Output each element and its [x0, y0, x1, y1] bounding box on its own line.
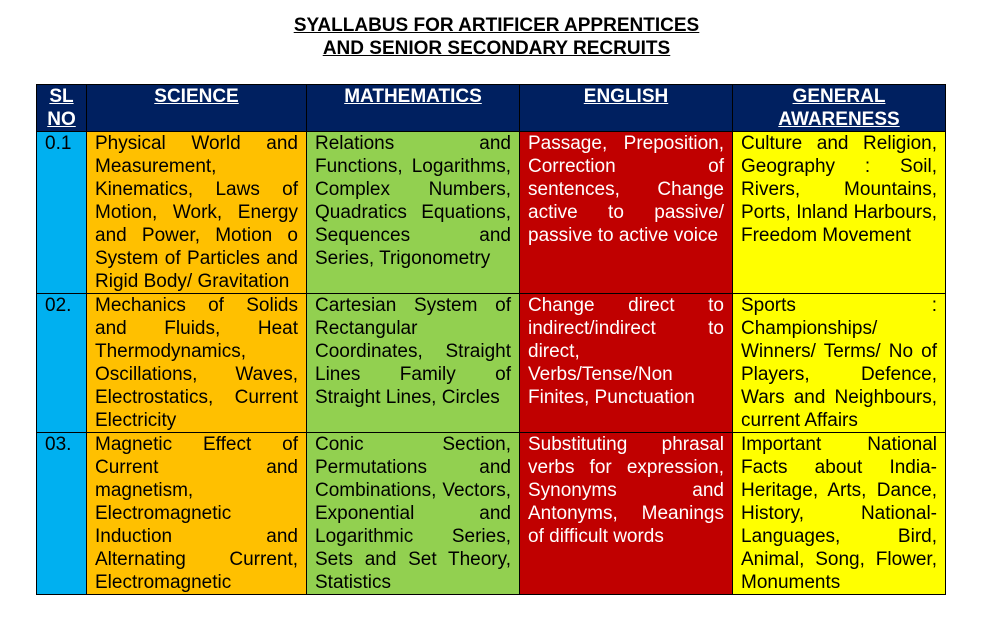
header-general-awareness: GENERAL AWARENESS	[733, 85, 946, 132]
title-line-1: SYALLABUS FOR ARTIFICER APPRENTICES	[293, 15, 700, 36]
title-line-2: AND SENIOR SECONDARY RECRUITS	[322, 38, 671, 59]
header-science: SCIENCE	[87, 85, 307, 132]
syllabus-table	[36, 84, 946, 595]
cell-mathematics: Cartesian System of Rectangular Coordinates, Straight Lines Family of Straight Lines, Circles	[307, 294, 520, 433]
cell-mathematics: Relations and Functions, Logarithms, Complex Numbers, Quadratics Equations, Sequences and Series, Trigonometry	[307, 132, 520, 294]
cell-sl-no: 0.1	[37, 132, 87, 294]
table-row	[37, 132, 946, 294]
header-sl-no: SL NO	[37, 85, 87, 132]
cell-english: Substituting phrasal verbs for expression, Synonyms and Antonyms, Meanings of difficult words	[520, 433, 733, 595]
table-row	[37, 433, 946, 595]
document-title	[0, 14, 993, 60]
header-row	[37, 85, 946, 132]
cell-sl-no: 03.	[37, 433, 87, 595]
cell-english: Change direct to indirect/indirect to direct, Verbs/Tense/Non Finites, Punctuation	[520, 294, 733, 433]
cell-general-awareness: Important National Facts about India- Heritage, Arts, Dance, History, National-Languages, Bird, Animal, Song, Flower, Monuments	[733, 433, 946, 595]
cell-science: Magnetic Effect of Current and magnetism, Electromagnetic Induction and Alternating Current, Electromagnetic	[87, 433, 307, 595]
table-row	[37, 294, 946, 433]
cell-science: Mechanics of Solids and Fluids, Heat Thermodynamics, Oscillations, Waves, Electrostatics, Current Electricity	[87, 294, 307, 433]
cell-sl-no: 02.	[37, 294, 87, 433]
cell-mathematics: Conic Section, Permutations and Combinations, Vectors, Exponential and Logarithmic Series, Sets and Set Theory, Statistics	[307, 433, 520, 595]
cell-science: Physical World and Measurement, Kinematics, Laws of Motion, Work, Energy and Power, Motion o System of Particles and Rigid Body/ Gravitation	[87, 132, 307, 294]
cell-english: Passage, Preposition, Correction of sentences, Change active to passive/ passive to active voice	[520, 132, 733, 294]
header-mathematics: MATHEMATICS	[307, 85, 520, 132]
cell-general-awareness: Culture and Religion, Geography : Soil, Rivers, Mountains, Ports, Inland Harbours, Freedom Movement	[733, 132, 946, 294]
cell-general-awareness: Sports : Championships/ Winners/ Terms/ No of Players, Defence, Wars and Neighbours, current Affairs	[733, 294, 946, 433]
header-english: ENGLISH	[520, 85, 733, 132]
